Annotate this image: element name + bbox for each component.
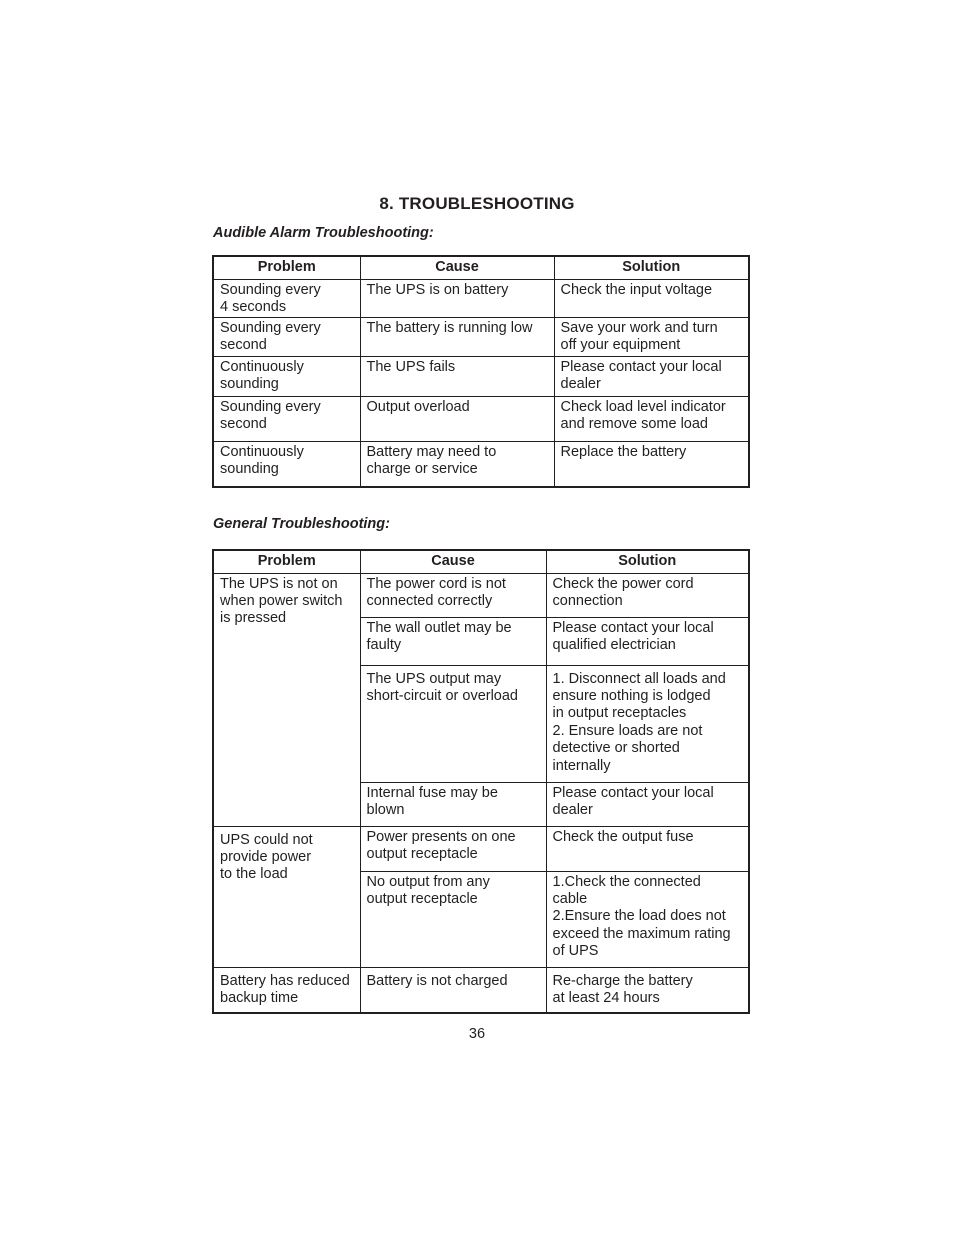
table-row — [213, 396, 749, 441]
table-row — [213, 279, 749, 317]
problem-cell: Continuously sounding — [213, 441, 360, 487]
solution-cell: Please contact your local qualified electrician — [546, 617, 749, 665]
solution-cell: 1. Disconnect all loads and ensure nothing is lodged in output receptacles 2. Ensure loads are not detective or shorted internally — [546, 665, 749, 782]
table-row — [213, 573, 749, 617]
page-number: 36 — [468, 1026, 486, 1042]
problem-cell: Continuously sounding — [213, 356, 360, 396]
cause-cell: Power presents on one output receptacle — [360, 826, 546, 871]
solution-cell: Check the input voltage — [554, 279, 749, 317]
cause-cell: The wall outlet may be faulty — [360, 617, 546, 665]
general-troubleshooting-table — [212, 549, 750, 1014]
cause-cell: Internal fuse may be blown — [360, 782, 546, 826]
solution-cell: Please contact your local dealer — [546, 782, 749, 826]
column-header-cause: Cause — [360, 256, 554, 279]
cause-cell: The UPS output may short-circuit or overload — [360, 665, 546, 782]
table-row — [213, 826, 749, 871]
table-row — [213, 441, 749, 487]
column-header-problem: Problem — [213, 256, 360, 279]
problem-cell: The UPS is not on when power switch is pressed — [213, 573, 360, 826]
cause-cell: The UPS is on battery — [360, 279, 554, 317]
section-title: 8. TROUBLESHOOTING — [379, 194, 575, 213]
problem-cell: UPS could not provide power to the load — [213, 826, 360, 967]
solution-cell: 1.Check the connected cable 2.Ensure the load does not exceed the maximum rating of UPS — [546, 871, 749, 967]
solution-cell: Save your work and turn off your equipment — [554, 317, 749, 356]
solution-cell: Check load level indicator and remove some load — [554, 396, 749, 441]
solution-cell: Check the output fuse — [546, 826, 749, 871]
problem-cell: Battery has reduced backup time — [213, 967, 360, 1013]
column-header-problem: Problem — [213, 550, 360, 573]
solution-cell: Check the power cord connection — [546, 573, 749, 617]
problem-cell: Sounding every second — [213, 317, 360, 356]
column-header-cause: Cause — [360, 550, 546, 573]
problem-cell: Sounding every second — [213, 396, 360, 441]
general-troubleshooting-subtitle: General Troubleshooting: — [213, 516, 390, 532]
cause-cell: The UPS fails — [360, 356, 554, 396]
column-header-solution: Solution — [554, 256, 749, 279]
problem-cell: Sounding every 4 seconds — [213, 279, 360, 317]
cause-cell: The battery is running low — [360, 317, 554, 356]
solution-cell: Re-charge the battery at least 24 hours — [546, 967, 749, 1013]
table-row — [213, 317, 749, 356]
audible-alarm-table — [212, 255, 750, 488]
cause-cell: Battery may need to charge or service — [360, 441, 554, 487]
cause-cell: No output from any output receptacle — [360, 871, 546, 967]
cause-cell: Battery is not charged — [360, 967, 546, 1013]
column-header-solution: Solution — [546, 550, 749, 573]
table-row — [213, 967, 749, 1013]
solution-cell: Replace the battery — [554, 441, 749, 487]
cause-cell: Output overload — [360, 396, 554, 441]
cause-cell: The power cord is not connected correctly — [360, 573, 546, 617]
table-row — [213, 356, 749, 396]
solution-cell: Please contact your local dealer — [554, 356, 749, 396]
audible-alarm-subtitle: Audible Alarm Troubleshooting: — [213, 225, 434, 241]
